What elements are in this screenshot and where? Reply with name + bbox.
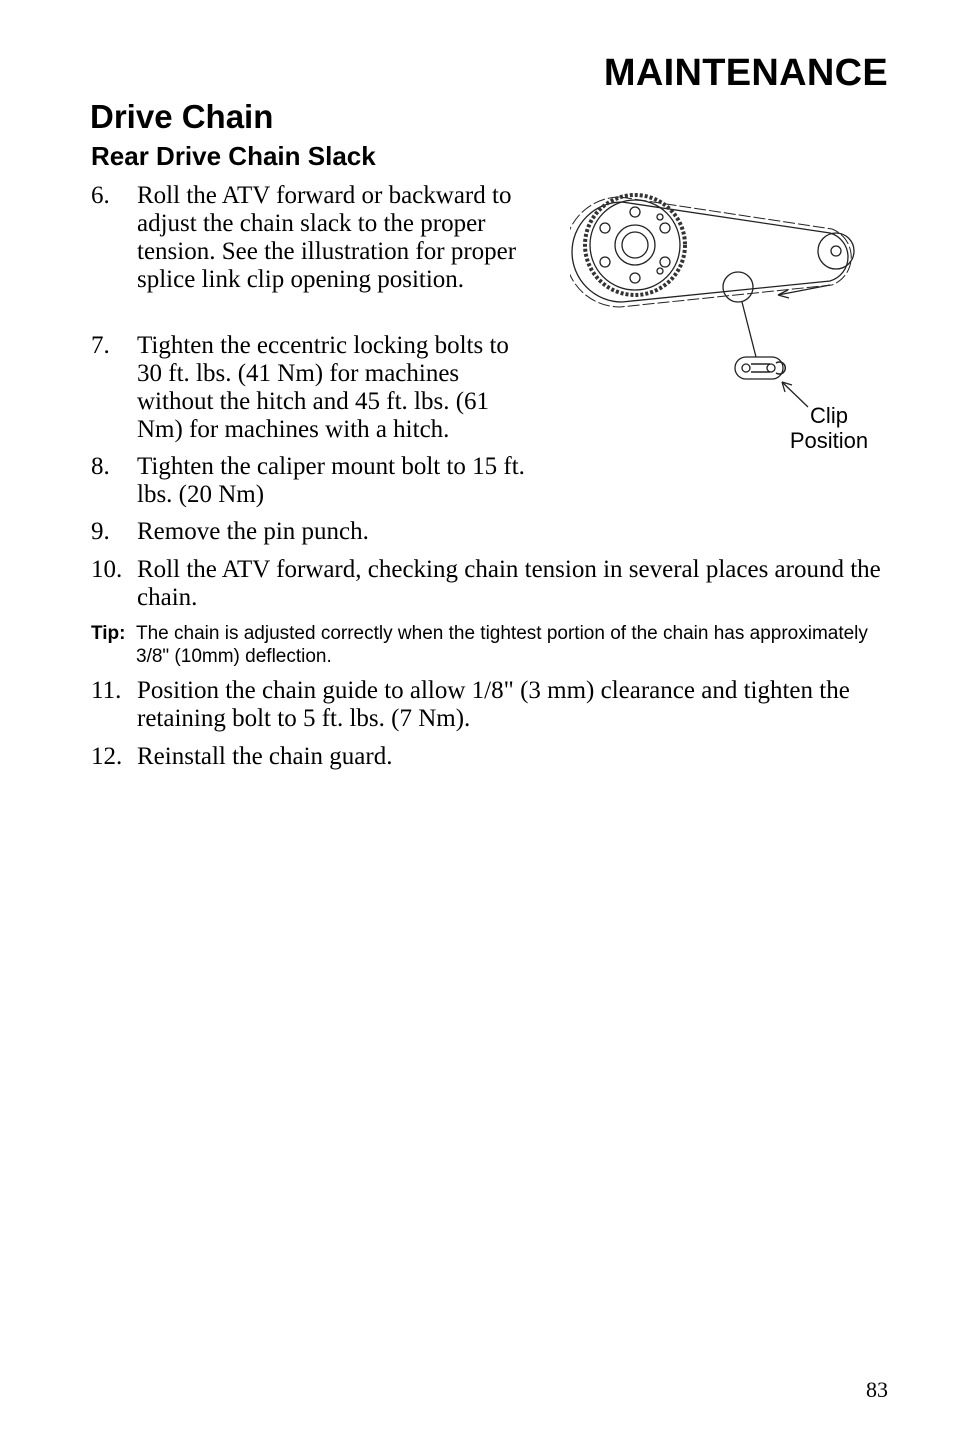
step-text: Roll the ATV forward or backward to adjust the chain slack to the proper tension. See the illustration for proper splice link clip opening position. xyxy=(137,182,517,293)
step-10 xyxy=(91,556,881,612)
step-11 xyxy=(91,677,891,733)
section-header: MAINTENANCE xyxy=(603,52,888,94)
step-number: 11. xyxy=(91,677,122,704)
section-subtitle: Rear Drive Chain Slack xyxy=(91,141,376,171)
step-number: 7. xyxy=(91,332,110,359)
step-6 xyxy=(91,182,531,294)
step-text: Tighten the caliper mount bolt to 15 ft. lbs. (20 Nm) xyxy=(137,453,525,508)
page-title: Drive Chain xyxy=(90,98,274,135)
tip-label: Tip: xyxy=(91,623,126,644)
step-text: Tighten the eccentric locking bolts to 30 ft. lbs. (41 Nm) for machines without the hitch and 45 ft. lbs. (61 Nm) for machines with a hitch. xyxy=(137,332,509,443)
step-9 xyxy=(91,518,881,546)
step-text: Position the chain guide to allow 1/8" (3 mm) clearance and tighten the retaining bolt to 5 ft. lbs. (7 Nm). xyxy=(137,677,850,732)
step-7 xyxy=(91,332,531,444)
tip-text: The chain is adjusted correctly when the tightest portion of the chain has approximately 3/8" (10mm) deflection. xyxy=(136,623,868,667)
step-text: Remove the pin punch. xyxy=(137,518,369,545)
step-text: Reinstall the chain guard. xyxy=(137,743,393,770)
page-number: 83 xyxy=(866,1377,888,1402)
step-number: 6. xyxy=(91,182,110,209)
chain-illustration xyxy=(570,185,890,470)
position-label: Position xyxy=(789,428,869,453)
step-number: 9. xyxy=(91,518,110,545)
step-8 xyxy=(91,453,531,509)
step-number: 10. xyxy=(91,556,123,583)
step-12 xyxy=(91,743,881,771)
clip-label: Clip xyxy=(810,403,848,428)
step-text: Roll the ATV forward, checking chain tension in several places around the chain. xyxy=(137,556,881,611)
tip-note xyxy=(91,622,881,668)
step-number: 12. xyxy=(91,743,123,770)
step-number: 8. xyxy=(91,453,110,480)
